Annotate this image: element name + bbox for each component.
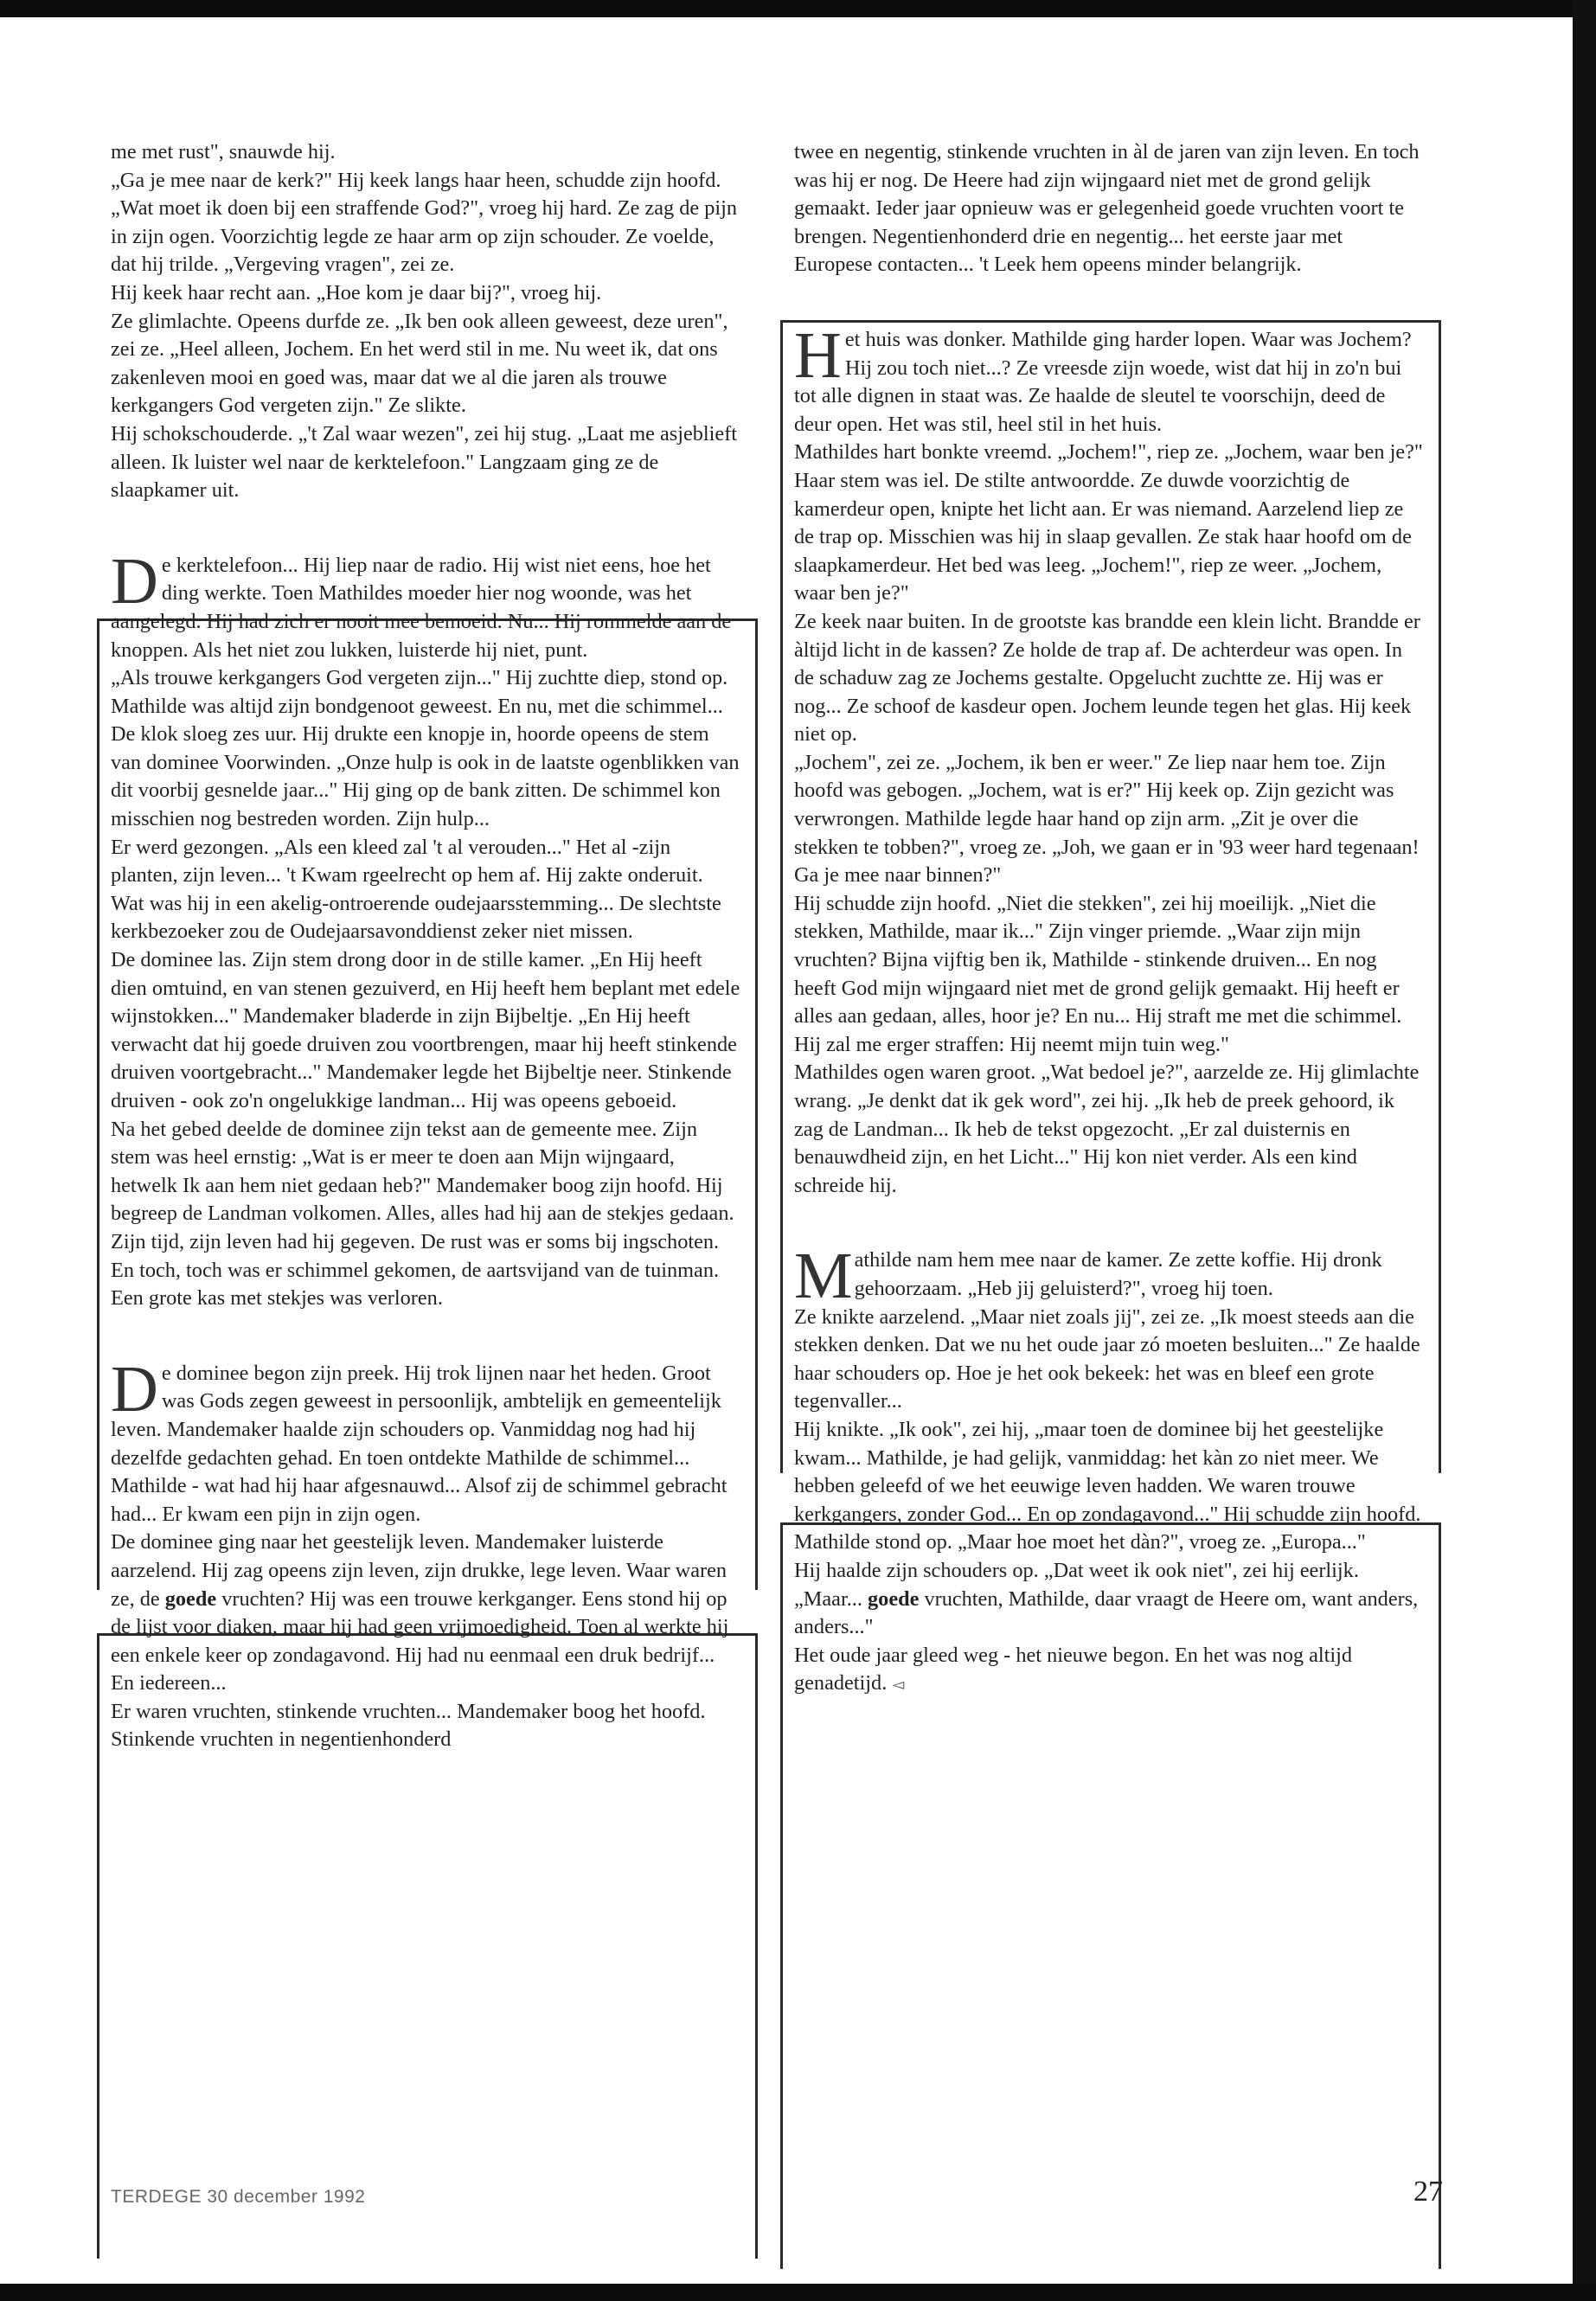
paragraph: „Als trouwe kerkgangers God vergeten zijn..." Hij zuchtte diep, stond op. Mathilde was altijd zijn bondgenoot geweest. En nu, met die schimmel... [111,666,728,718]
paragraph: Hij knikte. „Ik ook", zei hij, „maar toen de dominee bij het geestelijke kwam... Mathilde, je had gelijk, vanmiddag: het kàn zo niet meer. We hebben geleefd of we het eeuwige leven hadden. We waren trouwe kerkgangers, zonder God... En op zondagavond..." Hij schudde zijn hoofd. [794,1417,1421,1526]
section-gap [111,1313,740,1360]
paragraph [111,1529,740,1698]
paragraph: De klok sloeg zes uur. Hij drukte een knopje in, hoorde opeens de stem van dominee Voorwinden. „Onze hulp is ook in de laatste ogenblikken van dit voorbij gesnelde jaar..." Hij ging op de bank zitten. De schimmel kon misschien nog bestreden worden. Zijn hulp... [111,722,740,831]
paragraph: Er waren vruchten, stinkende vruchten... Mandemaker boog het hoofd. Stinkende vruchten in negentienhonderd [111,1699,706,1752]
end-mark-icon: ◅ [892,1676,905,1694]
paragraph: Hij schokschouderde. „'t Zal waar wezen", zei hij stug. „Laat me asjeblieft alleen. Ik luister wel naar de kerktelefoon." Langzaam ging ze de slaapkamer uit. [111,421,738,503]
right-section-3 [794,1240,1424,1699]
paragraph: Mathildes hart bonkte vreemd. „Jochem!", riep ze. „Jochem, waar ben je?" Haar stem was iel. De stilte antwoordde. Ze duwde voorzichtig de kamerdeur open, knipte het licht aan. Er was niemand. Aarzelend liep ze de trap op. Misschien was hij in slaap gevallen. Ze stak haar hoofd om de slaapkamerdeur. Het bed was leeg. „Jochem!", riep ze weer. „Jochem, waar ben je?" [794,440,1423,606]
paragraph: twee en negentig, stinkende vruchten in àl de jaren van zijn leven. En toch was hij er nog. De Heere had zijn wijngaard niet met de grond gelijk gemaakt. Ieder jaar opnieuw was er gelegenheid goede vruchten voort te brengen. Negentienhonderd drie en negentig... het eerste jaar met Europese contacten... 't Leek hem opeens minder belangrijk. [794,140,1420,277]
right-section-1 [794,138,1424,279]
section-gap [111,505,740,552]
paragraph-text: vruchten, Mathilde, daar vraagt de Heere om, want anders, anders..." [794,1586,1419,1639]
right-section-2 [794,318,1424,1200]
drop-cap: M [794,1240,853,1313]
publication-footer: TERDEGE 30 december 1992 [111,2187,366,2207]
paragraph: me met rust", snauwde hij. [111,140,336,163]
paragraph-text: De dominee ging naar het geestelijk leven. Mandemaker luisterde aarzelend. Hij zag opeens zijn leven, zijn drukke, lege leven. Waar waren ze, de [111,1530,727,1611]
paragraph [794,1642,1424,1699]
emphasis: goede [164,1586,217,1611]
top-border [0,0,1596,17]
page-number: 27 [1413,2176,1443,2208]
left-column [111,138,740,1754]
paragraph-text: et huis was donker. Mathilde ging harder lopen. Waar was Jochem? Hij zou toch niet...? Ze vreesde zijn woede, wist dat hij in zo'n bui tot alle dignen in staat was. Ze haalde de sleutel te voorschijn, deed de deur open. Het was stil, heel stil in het huis. [794,327,1412,436]
drop-cap: H [794,318,842,392]
paragraph-text: Het oude jaar gleed weg - het nieuwe begon. En het was nog altijd genadetijd. [794,1643,1353,1695]
right-border [1573,0,1596,2301]
right-column [794,138,1424,1699]
paragraph: „Jochem", zei ze. „Jochem, ik ben er weer." Ze liep naar hem toe. Zijn hoofd was gebogen. „Jochem, wat is er?" Hij keek op. Zijn gezicht was verwrongen. Mathilde legde haar hand op zijn arm. „Zit je over die stekken te tobben?", vroeg ze. „Joh, we gaan er in '93 weer hard tegenaan! Ga je mee naar binnen?" [794,750,1420,888]
emphasis: goede [868,1586,920,1611]
paragraph: De dominee las. Zijn stem drong door in de stille kamer. „En Hij heeft dien omtuind, en van stenen gezuiverd, en Hij heeft hem beplant met edele wijnstokken..." Mandemaker bladerde in zijn Bijbeltje. „En Hij heeft verwacht dat hij goede druiven zou voortbrengen, maar hij heeft stinkende druiven voortgebracht..." Mandemaker legde het Bijbeltje neer. Stinkende druiven - ook zo'n ongelukkige landman... Hij was opeens geboeid. [111,948,740,1112]
drop-cap: D [111,1352,158,1426]
section-gap [794,279,1424,326]
paragraph: Hij schudde zijn hoofd. „Niet die stekken", zei hij moeilijk. „Niet die stekken, Mathilde, maar ik..." Zijn vinger priemde. „Waar zijn mijn vruchten? Bijna vijftig ben ik, Mathilde - stinkende druiven... En nog heeft God mijn wijngaard niet met de grond gelijk gemaakt. Hij heeft er alles aan gedaan, alles, hoor je? En nu... Hij straft me met die schimmel. Hij zal me erger straffen: Hij neemt mijn tuin weg." [794,891,1402,1056]
drop-cap: D [111,544,158,618]
paragraph: Ze keek naar buiten. In de grootste kas brandde een klein licht. Brandde er àltijd licht in de kassen? Ze holde de trap af. De achterdeur was open. In de schaduw zag ze Jochems gestalte. Opgelucht zuchtte ze. Hij was er nog... Ze schoof de kasdeur open. Jochem leunde tegen het glas. Hij keek niet op. [794,609,1420,747]
paragraph: „Ga je mee naar de kerk?" Hij keek langs haar heen, schudde zijn hoofd. „Wat moet ik doen bij een straffende God?", vroeg hij hard. Ze zag de pijn in zijn ogen. Voorzichtig legde ze haar arm op zijn schouder. Ze voelde, dat hij trilde. „Vergeving vragen", zei ze. [111,168,738,277]
paragraph-text: athilde nam hem mee naar de kamer. Ze zette koffie. Hij dronk gehoorzaam. „Heb jij geluisterd?", vroeg hij toen. [854,1248,1382,1300]
paragraph-text: e dominee begon zijn preek. Hij trok lijnen naar het heden. Groot was Gods zegen geweest in persoonlijk, ambtelijk en gemeentelijk leven. Mandemaker haalde zijn schouders op. Vanmiddag nog had hij dezelfde gedachten gehad. En toen ontdekte Mathilde de schimmel... Mathilde - wat had hij haar afgesnauwd... Alsof zij de schimmel gebracht had... Er kwam een pijn in zijn ogen. [111,1361,727,1526]
bottom-border [0,2284,1596,2301]
paragraph: Ze glimlachte. Opeens durfde ze. „Ik ben ook alleen geweest, deze uren", zei ze. „Heel alleen, Jochem. En het werd stil in me. Nu weet ik, dat ons zakenleven mooi en goed was, maar dat we al die jaren als trouwe kerkgangers God vergeten zijn." Ze slikte. [111,309,728,418]
paragraph-text: e kerktelefoon... Hij liep naar de radio. Hij wist niet eens, hoe het ding werkte. Toen Mathildes moeder hier nog woonde, was het aangelegd. Hij had zich er nooit mee bemoeid. Nu... Hij rommelde aan de knoppen. Als het niet zou lukken, luisterde hij niet, punt. [111,553,732,662]
paragraph: Hij keek haar recht aan. „Hoe kom je daar bij?", vroeg hij. [111,280,602,304]
paragraph [794,1240,1424,1313]
paragraph: Ze knikte aarzelend. „Maar niet zoals jij", zei ze. „Ik moest steeds aan die stekken denken. Dat we nu het oude jaar zó moeten besluiten..." Ze haalde haar schouders op. Hoe je het ook bekeek: het was en bleef een grote tegenvaller... [794,1304,1420,1413]
left-section-2 [111,544,740,1313]
paragraph: Na het gebed deelde de dominee zijn tekst aan de gemeente mee. Zijn stem was heel ernstig: „Wat is er meer te doen aan Mijn wijngaard, hetwelk Ik aan hem niet gedaan heb?" Mandemaker boog zijn hoofd. Hij begreep de Landman volkomen. Alles, alles had hij aan de stekjes gedaan. Zijn tijd, zijn leven had hij gegeven. De rust was er soms bij ingschoten. En toch, toch was er schimmel gekomen, de aartsvijand van de tuinman. Een grote kas met stekjes was verloren. [111,1117,734,1311]
paragraph [111,544,740,664]
paragraph: Mathilde stond op. „Maar hoe moet het dàn?", vroeg ze. „Europa..." [794,1530,1366,1554]
paragraph: Mathildes ogen waren groot. „Wat bedoel je?", aarzelde ze. Hij glimlachte wrang. „Je denkt dat ik gek word", zei hij. „Ik heb de preek gehoord, ik zag de Landman... Ik heb de tekst opgezocht. „Er zal duisternis en benauwdheid zijn, en het Licht..." Hij kon niet verder. Als een kind schreide hij. [794,1061,1420,1197]
paragraph-text: Hij haalde zijn schouders op. „Dat weet ik ook niet", zei hij eerlijk. „Maar... [794,1558,1359,1611]
paragraph [111,1352,740,1529]
left-section-1 [111,138,740,505]
paragraph [794,318,1424,439]
paragraph [794,1557,1424,1642]
section-gap [794,1200,1424,1247]
paragraph: Er werd gezongen. „Als een kleed zal 't al verouden..." Het al -zijn planten, zijn leven... 't Kwam rgeelrecht op hem af. Hij zakte onderuit. Wat was hij in een akelig-ontroerende oudejaarsstemming... De slechtste kerkbezoeker zou de Oudejaarsavonddienst zeker niet missen. [111,835,721,944]
paragraph-text: vruchten? Hij was een trouwe kerkganger. Eens stond hij op de lijst voor diaken, maar hij had geen vrijmoedigheid. Toen al werkte hij een enkele keer op zondagavond. Hij had nu eenmaal een druk bedrijf... En iedereen... [111,1586,729,1695]
left-section-3 [111,1352,740,1754]
